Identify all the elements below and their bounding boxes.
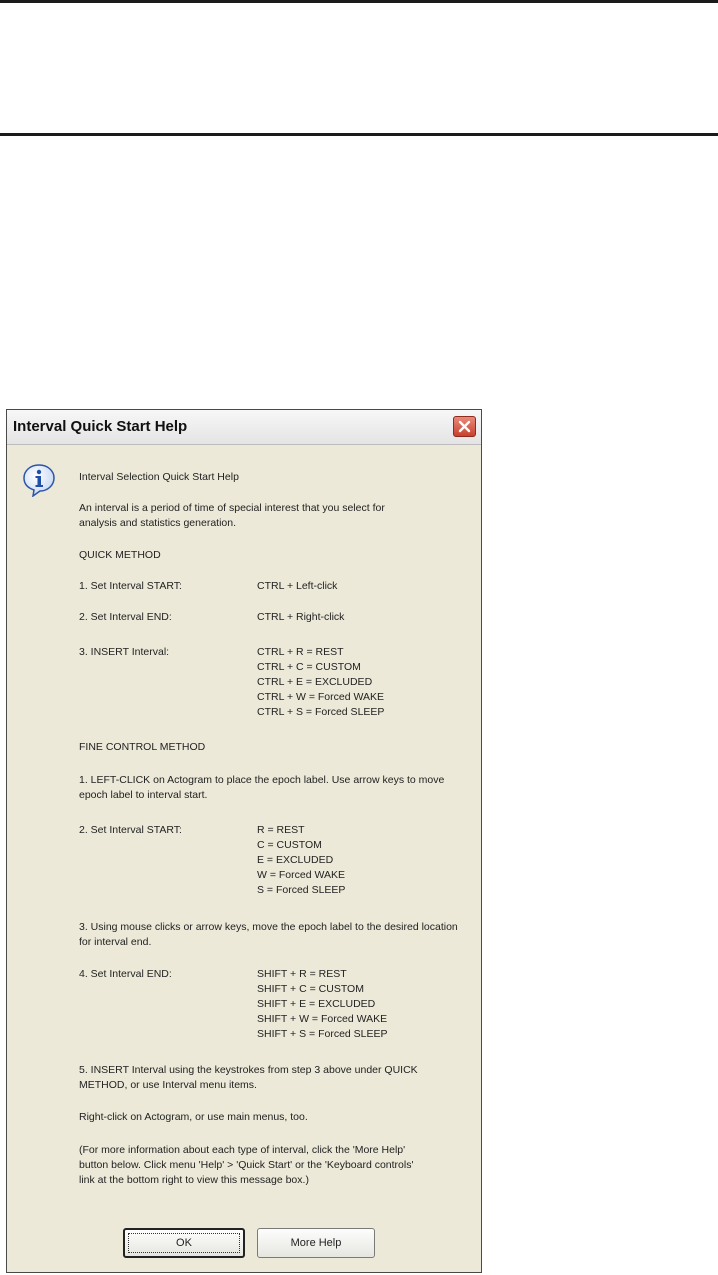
- more-info-text: (For more information about each type of interval, click the 'More Help' button below. Click menu 'Help' > 'Quick Start' or the 'Keyboard controls' link at the bottom right to view this message box.): [79, 1144, 414, 1186]
- fine-step1-text: 1. LEFT-CLICK on Actogram to place the epoch label. Use arrow keys to move epoch label to interval start.: [79, 774, 445, 801]
- more-help-button[interactable]: More Help: [257, 1228, 375, 1258]
- fine-control-title: FINE CONTROL METHOD: [79, 741, 206, 753]
- quick-step3-keys: [257, 645, 384, 720]
- fine-step2-label: 2. Set Interval START:: [79, 824, 182, 836]
- key-line: CTRL + C = CUSTOM: [257, 661, 361, 673]
- quick-step1-keys: CTRL + Left-click: [257, 580, 338, 592]
- fine-step4-keys: [257, 967, 388, 1042]
- key-line: E = EXCLUDED: [257, 854, 334, 866]
- fine-step4-label: 4. Set Interval END:: [79, 968, 172, 980]
- key-line: SHIFT + C = CUSTOM: [257, 983, 364, 995]
- key-line: R = REST: [257, 824, 305, 836]
- dialog-heading: Interval Selection Quick Start Help: [79, 471, 239, 483]
- window-title: Interval Quick Start Help: [13, 418, 188, 435]
- quick-step3-label: 3. INSERT Interval:: [79, 646, 170, 658]
- title-bar[interactable]: [7, 410, 481, 445]
- intro-text: An interval is a period of time of special interest that you select for analysis and statistics generation.: [79, 502, 385, 529]
- fine-step2-keys: [257, 823, 345, 898]
- close-icon: [458, 420, 471, 433]
- info-icon: [22, 463, 56, 497]
- interval-help-dialog: [6, 409, 482, 1273]
- key-line: SHIFT + S = Forced SLEEP: [257, 1028, 388, 1040]
- key-line: S = Forced SLEEP: [257, 884, 346, 896]
- fine-step5-text: 5. INSERT Interval using the keystrokes from step 3 above under QUICK METHOD, or use Interval menu items.: [79, 1064, 418, 1091]
- top-rule: [0, 0, 718, 3]
- key-line: SHIFT + R = REST: [257, 968, 347, 980]
- key-line: CTRL + R = REST: [257, 646, 344, 658]
- dialog-body: [7, 445, 481, 1272]
- key-line: SHIFT + E = EXCLUDED: [257, 998, 376, 1010]
- key-line: CTRL + E = EXCLUDED: [257, 676, 373, 688]
- ok-button[interactable]: OK: [123, 1228, 245, 1258]
- quick-method-title: QUICK METHOD: [79, 549, 161, 561]
- key-line: CTRL + W = Forced WAKE: [257, 691, 384, 703]
- close-button[interactable]: [453, 416, 476, 437]
- quick-step2-label: 2. Set Interval END:: [79, 611, 172, 623]
- key-line: W = Forced WAKE: [257, 869, 346, 881]
- quick-step1-label: 1. Set Interval START:: [79, 580, 182, 592]
- key-line: SHIFT + W = Forced WAKE: [257, 1013, 388, 1025]
- quick-step2-keys: CTRL + Right-click: [257, 611, 345, 623]
- right-click-note: Right-click on Actogram, or use main menus, too.: [79, 1111, 308, 1123]
- bottom-rule: [0, 133, 718, 136]
- fine-step3-text: 3. Using mouse clicks or arrow keys, move the epoch label to the desired location for interval end.: [79, 921, 458, 948]
- key-line: C = CUSTOM: [257, 839, 322, 851]
- key-line: CTRL + S = Forced SLEEP: [257, 706, 385, 718]
